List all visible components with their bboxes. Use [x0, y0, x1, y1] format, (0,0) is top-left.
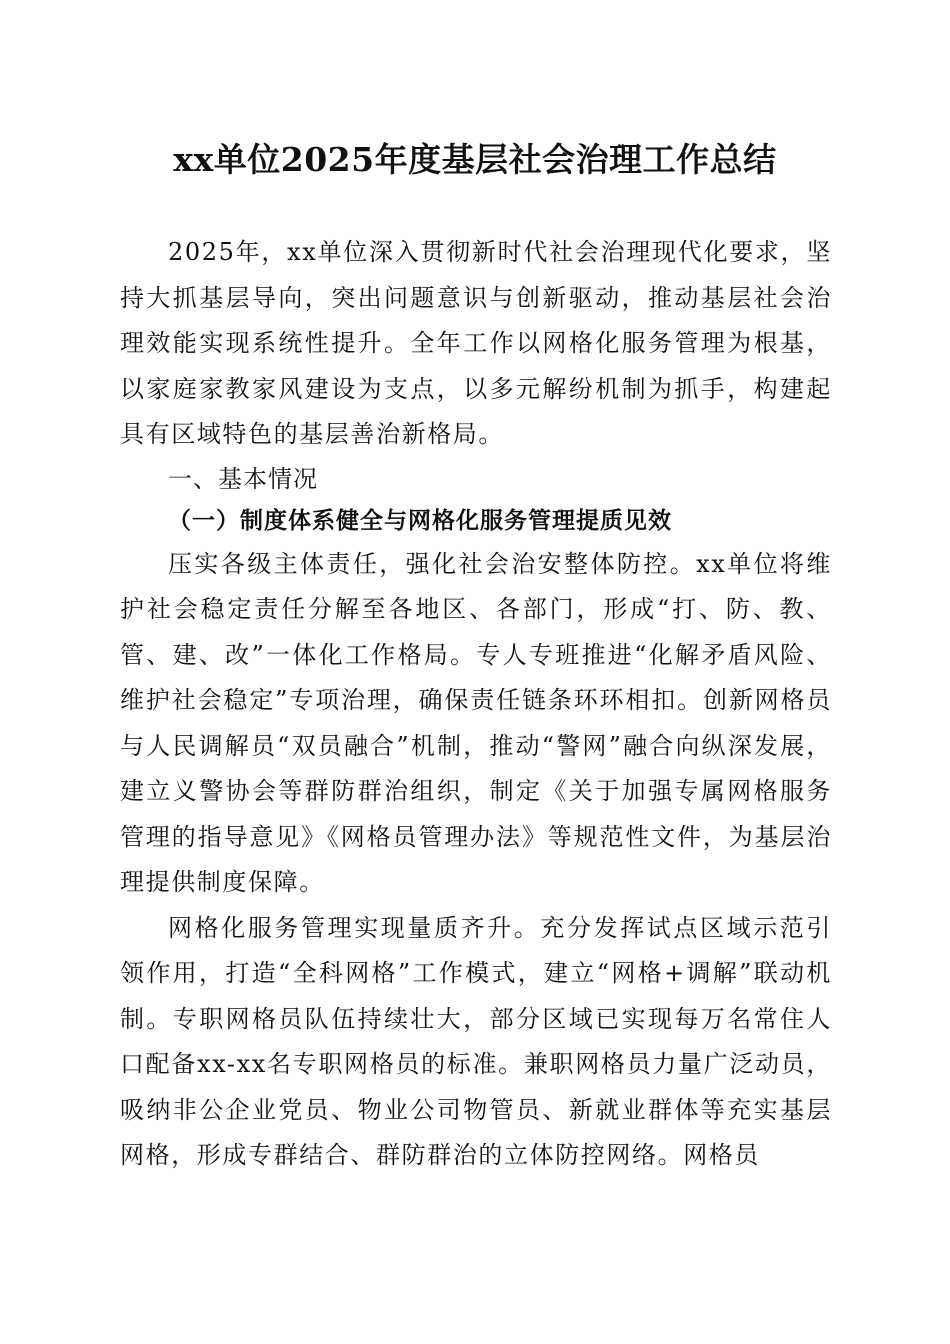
document-body: [120, 230, 832, 1179]
section-heading: 一、基本情况: [168, 464, 318, 493]
body-paragraph-1: 压实各级主体责任，强化社会治安整体防控。xx单位将维护社会稳定责任分解至各地区、各部门，形成“打、防、教、管、建、改”一体化工作格局。专人专班推进“化解矛盾风险、维护社会稳定”专项治理，确保责任链条环环相扣。创新网格员与人民调解员“双员融合”机制，推动“警网”融合向纵深发展，建立义警协会等群防群治组织，制定《关于加强专属网格服务管理的指导意见》《网格员管理办法》等规范性文件，为基层治理提供制度保障。: [120, 549, 832, 896]
subsection-heading: （一）制度体系健全与网格化服务管理提质见效: [168, 506, 672, 534]
intro-paragraph: 2025年，xx单位深入贯彻新时代社会治理现代化要求，坚持大抓基层导向，突出问题意识与创新驱动，推动基层社会治理效能实现系统性提升。全年工作以网格化服务管理为根基，以家庭家教家风建设为支点，以多元解纷机制为抓手，构建起具有区域特色的基层善治新格局。: [120, 238, 832, 448]
document-title: xx单位2025年度基层社会治理工作总结: [173, 140, 777, 179]
body-paragraph-2: 网格化服务管理实现量质齐升。充分发挥试点区域示范引领作用，打造“全科网格”工作模式，建立“网格+调解”联动机制。专职网格员队伍持续壮大，部分区域已实现每万名常住人口配备xx-xx名专职网格员的标准。兼职网格员力量广泛动员，吸纳非公企业党员、物业公司物管员、新就业群体等充实基层网格，形成专群结合、群防群治的立体防控网络。网格员: [120, 913, 832, 1169]
